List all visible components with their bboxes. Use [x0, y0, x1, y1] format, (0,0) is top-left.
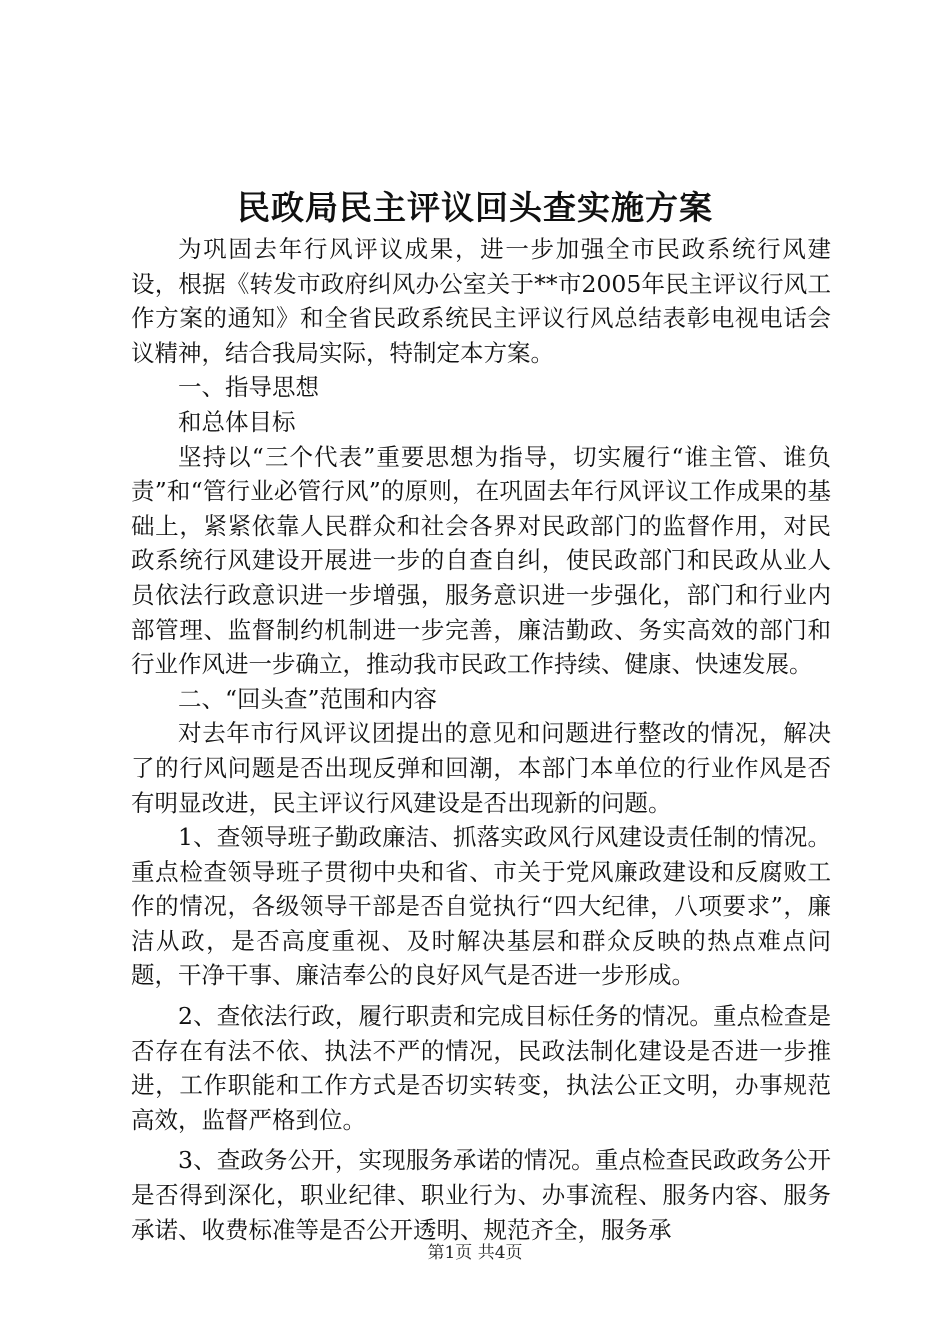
paragraph-item-3: 3、查政务公开，实现服务承诺的情况。重点检查民政政务公开是否得到深化，职业纪律、职业行为、办事流程、服务内容、服务承诺、收费标准等是否公开透明、规范齐全，服务承: [131, 1146, 831, 1244]
paragraph-scope: 对去年市行风评议团提出的意见和问题进行整改的情况，解决了的行风问题是否出现反弹和回潮，本部门本单位的行业作风是否有明显改进，民主评议行风建设是否出现新的问题。: [131, 719, 831, 817]
paragraph-intro: 为巩固去年行风评议成果，进一步加强全市民政系统行风建设，根据《转发市政府纠风办公室关于**市2005年民主评议行风工作方案的通知》和全省民政系统民主评议行风总结表彰电视电话会议精神，结合我局实际，特制定本方案。: [131, 235, 831, 367]
section-heading-1: 一、指导思想: [178, 373, 319, 402]
paragraph-item-1: 1、查领导班子勤政廉洁、抓落实政风行风建设责任制的情况。重点检查领导班子贯彻中央和省、市关于党风廉政建设和反腐败工作的情况，各级领导干部是否自觉执行“四大纪律，八项要求”，廉洁从政，是否高度重视、及时解决基层和群众反映的热点难点问题，干净干事、廉洁奉公的良好风气是否进一步形成。: [131, 823, 831, 990]
section-heading-1-continued: 和总体目标: [178, 407, 296, 436]
document-title: 民政局民主评议回头查实施方案: [237, 188, 713, 227]
paragraph-guiding-thought: 坚持以“三个代表”重要思想为指导，切实履行“谁主管、谁负责”和“管行业必管行风”的原则，在巩固去年行风评议工作成果的基础上，紧紧依靠人民群众和社会各界对民政部门的监督作用，对民政系统行风建设开展进一步的自查自纠，使民政部门和民政从业人员依法行政意识进一步增强，服务意识进一步强化，部门和行业内部管理、监督制约机制进一步完善，廉洁勤政、务实高效的部门和行业作风进一步确立，推动我市民政工作持续、健康、快速发展。: [131, 442, 831, 679]
paragraph-item-2: 2、查依法行政，履行职责和完成目标任务的情况。重点检查是否存在有法不依、执法不严的情况，民政法制化建设是否进一步推进，工作职能和工作方式是否切实转变，执法公正文明，办事规范高效，监督严格到位。: [131, 1002, 831, 1134]
document-body: [131, 232, 831, 1247]
section-heading-2: 二、“回头查”范围和内容: [178, 684, 438, 713]
page-indicator: 第1页 共4页: [427, 1243, 523, 1263]
